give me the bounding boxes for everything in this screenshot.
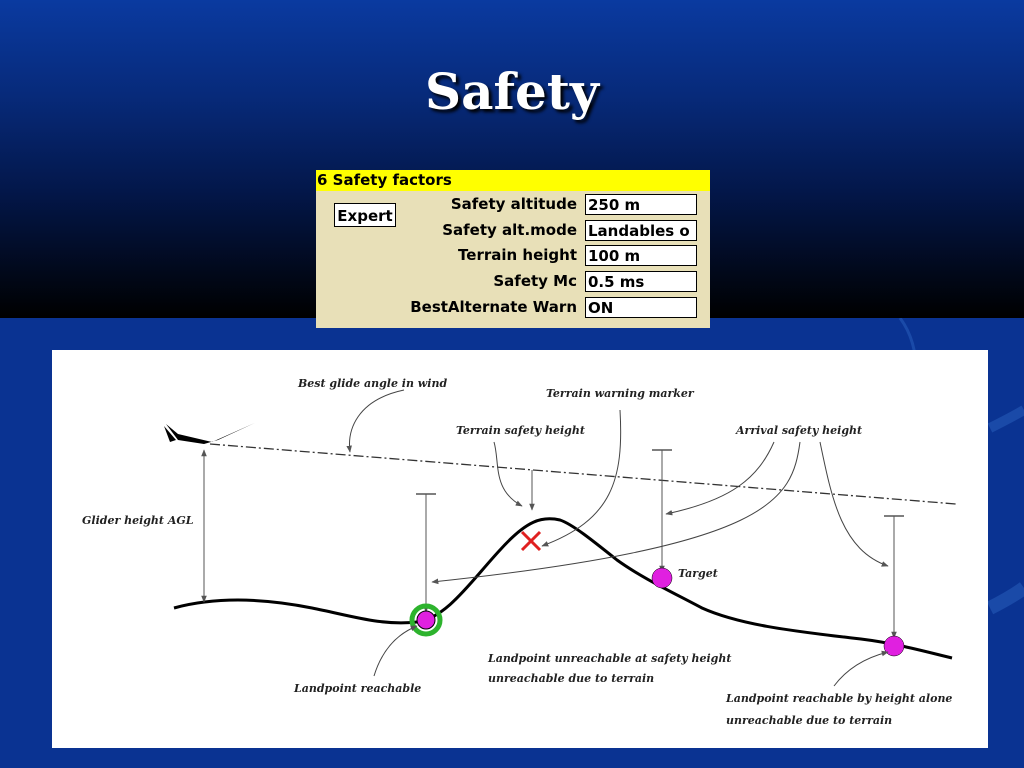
best-glide-label: Best glide angle in wind (298, 377, 448, 390)
expert-button[interactable]: Expert (334, 203, 396, 227)
unreachable-label-2: unreachable due to terrain (488, 672, 655, 685)
terrain-safety-label: Terrain safety height (456, 424, 585, 437)
best-glide-callout (350, 390, 404, 452)
terrain-profile (174, 519, 952, 658)
target-label: Target (678, 567, 718, 580)
dialog-title: 6 Safety factors (316, 170, 710, 191)
terrain-warning-label: Terrain warning marker (546, 387, 694, 400)
terrain-height-field[interactable]: 100 m (585, 245, 697, 266)
slide-title: Safety (425, 62, 599, 121)
field-row-best-alternate-warn (316, 297, 710, 319)
safety-mc-field[interactable]: 0.5 ms (585, 271, 697, 292)
safety-factors-dialog (316, 170, 710, 328)
terrain-warning-marker (522, 532, 540, 550)
field-row-safety-altitude (316, 194, 710, 216)
terrain-safety-callout (494, 442, 522, 506)
field-label: Terrain height (458, 246, 577, 264)
height-reachable-callout (834, 652, 888, 686)
reachable-height-label-2: unreachable due to terrain (726, 714, 893, 727)
arrival-callout-target (666, 442, 774, 514)
landpoint-marker (884, 636, 904, 656)
safety-alt-mode-field[interactable]: Landables o (585, 220, 697, 241)
unreachable-label-1: Landpoint unreachable at safety height (488, 652, 732, 665)
field-label: Safety altitude (450, 195, 577, 213)
field-label: Safety Mc (493, 272, 577, 290)
reachable-callout (374, 626, 417, 676)
landpoint-reachable-label: Landpoint reachable (294, 682, 422, 695)
field-row-terrain-height (316, 245, 710, 267)
best-glide-line (210, 444, 956, 504)
target-marker (652, 568, 672, 588)
arrival-callout-landpoint (820, 442, 888, 566)
diagram-drawing (52, 350, 988, 748)
best-alternate-warn-field[interactable]: ON (585, 297, 697, 318)
field-row-safety-alt-mode (316, 220, 710, 242)
arrival-safety-label: Arrival safety height (736, 424, 863, 437)
reachable-height-label-1: Landpoint reachable by height alone (726, 692, 953, 705)
field-label: Safety alt.mode (442, 221, 577, 239)
field-row-safety-mc (316, 271, 710, 293)
reachable-landpoint-marker (417, 611, 435, 629)
field-label: BestAlternate Warn (410, 298, 577, 316)
glider-icon (164, 422, 257, 444)
safety-altitude-field[interactable]: 250 m (585, 194, 697, 215)
glider-height-label: Glider height AGL (82, 514, 194, 527)
safety-diagram (52, 350, 988, 748)
